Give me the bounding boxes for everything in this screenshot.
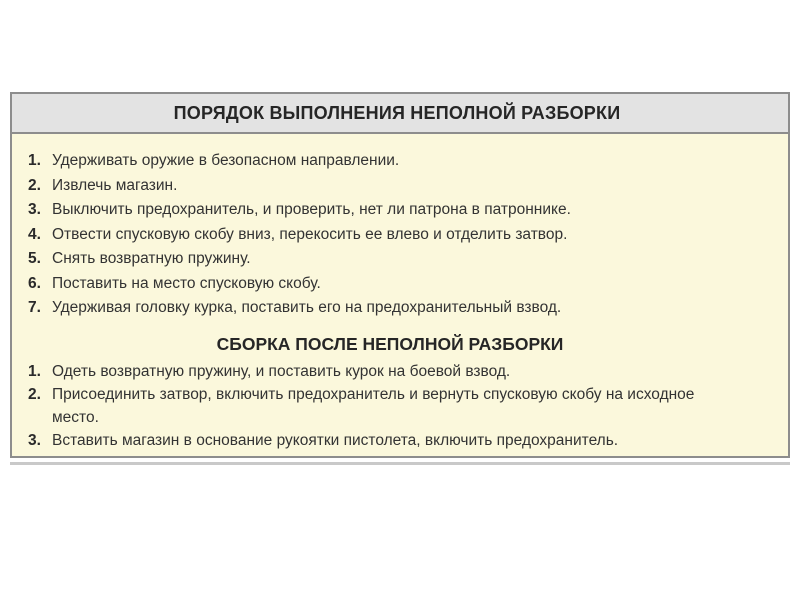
step-text: Извлечь магазин. bbox=[52, 176, 178, 194]
step-number: 5. bbox=[28, 250, 41, 267]
step-number: 3. bbox=[28, 201, 41, 218]
list-item bbox=[28, 149, 768, 174]
list-item bbox=[28, 247, 768, 272]
step-number: 4. bbox=[28, 225, 41, 243]
step-text: Присоединить затвор, включить предохранитель и вернуть спусковую скобу на исходное место. bbox=[52, 386, 695, 426]
bottom-divider bbox=[10, 462, 790, 465]
disassembly-steps-list bbox=[28, 149, 768, 321]
assembly-steps-list bbox=[28, 360, 778, 452]
step-number: 1. bbox=[28, 363, 41, 380]
step-text: Отвести спусковую скобу вниз, перекосить ее влево и отделить затвор. bbox=[52, 225, 568, 243]
list-item bbox=[28, 223, 768, 248]
list-item bbox=[28, 360, 778, 383]
disassembly-title: ПОРЯДОК ВЫПОЛНЕНИЯ НЕПОЛНОЙ РАЗБОРКИ bbox=[173, 102, 621, 123]
step-text: Выключить предохранитель, и проверить, нет ли патрона в патроннике. bbox=[52, 201, 571, 218]
list-item bbox=[28, 198, 768, 223]
step-number: 2. bbox=[28, 386, 41, 403]
card-header bbox=[12, 94, 788, 134]
assembly-title: СБОРКА ПОСЛЕ НЕПОЛНОЙ РАЗБОРКИ bbox=[216, 334, 564, 354]
step-text: Вставить магазин в основание рукоятки пистолета, включить предохранитель. bbox=[52, 432, 619, 449]
list-item bbox=[28, 272, 768, 297]
instruction-card bbox=[10, 92, 790, 458]
list-item bbox=[28, 429, 778, 452]
step-number: 1. bbox=[28, 152, 41, 169]
step-text: Поставить на место спусковую скобу. bbox=[52, 274, 321, 292]
step-number: 2. bbox=[28, 176, 41, 194]
list-item bbox=[28, 296, 768, 321]
step-number: 3. bbox=[28, 432, 41, 449]
list-item bbox=[28, 383, 778, 429]
step-text: Удерживая головку курка, поставить его на предохранительный взвод. bbox=[52, 299, 562, 316]
list-item bbox=[28, 174, 768, 199]
step-number: 7. bbox=[28, 299, 41, 316]
step-text: Удерживать оружие в безопасном направлении. bbox=[52, 152, 400, 169]
step-text: Одеть возвратную пружину, и поставить курок на боевой взвод. bbox=[52, 363, 511, 380]
step-text: Снять возвратную пружину. bbox=[52, 250, 251, 267]
step-number: 6. bbox=[28, 274, 41, 292]
